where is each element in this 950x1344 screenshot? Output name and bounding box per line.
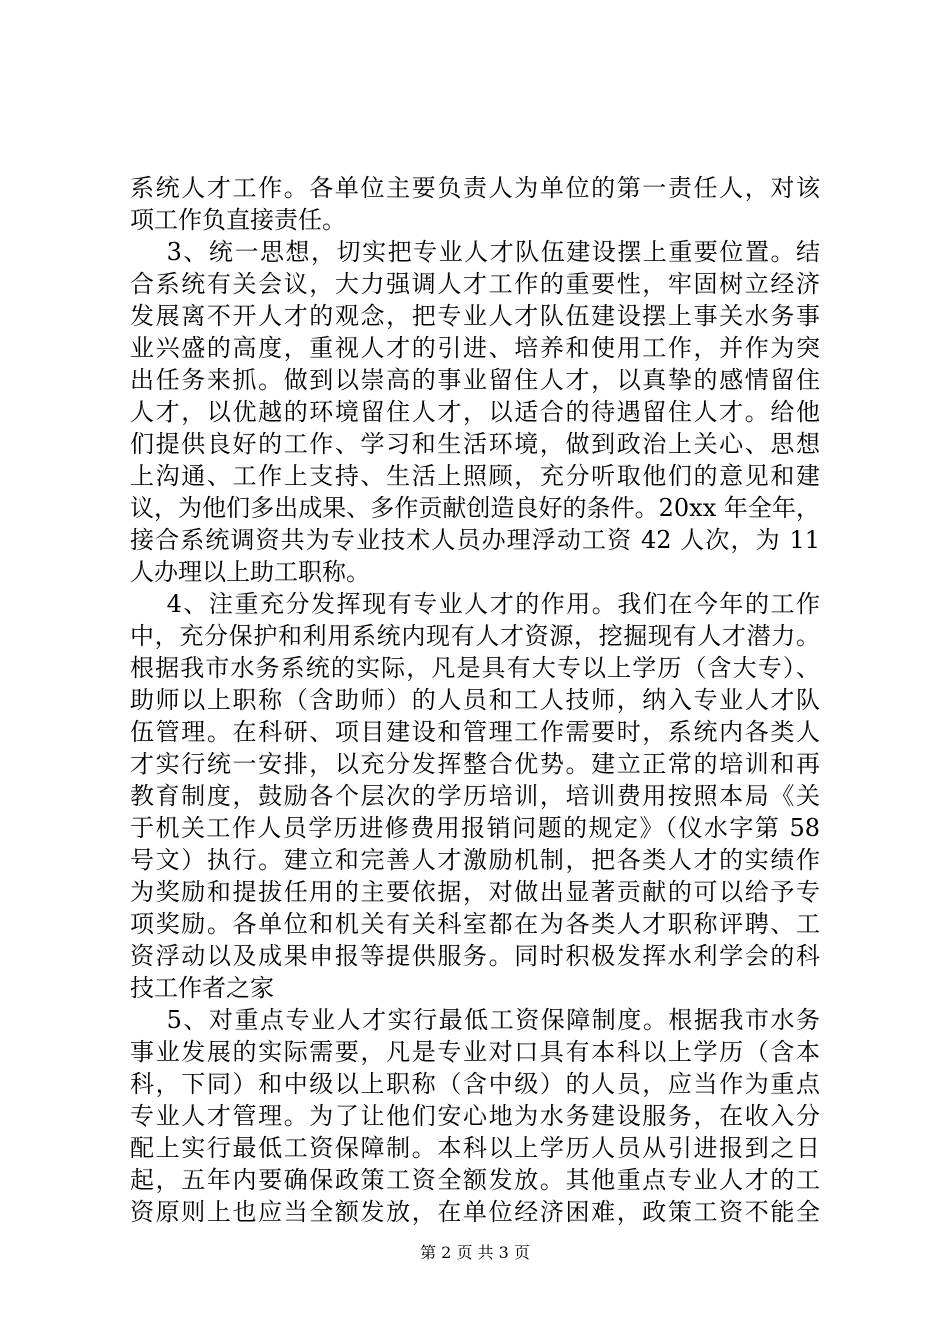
text-line: 起，五年内要确保政策工资全额发放。其他重点专业人才的工 bbox=[130, 1166, 820, 1194]
text-line: 系统人才工作。各单位主要负责人为单位的第一责任人，对该 bbox=[130, 174, 820, 202]
text-line: 专业人才管理。为了让他们安心地为水务建设服务，在收入分 bbox=[130, 1102, 820, 1130]
text-line: 助师以上职称（含助师）的人员和工人技师，纳入专业人才队 bbox=[130, 686, 820, 714]
text-line: 资浮动以及成果申报等提供服务。同时积极发挥水利学会的科 bbox=[130, 942, 820, 970]
text-line: 合系统有关会议，大力强调人才工作的重要性，牢固树立经济 bbox=[130, 270, 820, 298]
text-line: 人办理以上助工职称。 bbox=[130, 558, 370, 586]
text-line: 资原则上也应当全额发放，在单位经济困难，政策工资不能全 bbox=[130, 1198, 820, 1226]
text-line: 教育制度，鼓励各个层次的学历培训，培训费用按照本局《关 bbox=[130, 782, 820, 810]
page-number-label: 第 2 页 共 3 页 bbox=[420, 1243, 530, 1262]
document-body bbox=[130, 172, 820, 1228]
text-line: 项奖励。各单位和机关有关科室都在为各类人才职称评聘、工 bbox=[130, 910, 820, 938]
text-line: 中，充分保护和利用系统内现有人才资源，挖掘现有人才潜力。 bbox=[130, 622, 820, 650]
text-line: 为奖励和提拔任用的主要依据，对做出显著贡献的可以给予专 bbox=[130, 878, 820, 906]
text-line: 事业发展的实际需要，凡是专业对口具有本科以上学历（含本 bbox=[130, 1038, 820, 1066]
page-footer bbox=[0, 1243, 950, 1263]
text-line: 发展离不开人才的观念，把专业人才队伍建设摆上事关水务事 bbox=[130, 302, 820, 330]
text-line: 科，下同）和中级以上职称（含中级）的人员，应当作为重点 bbox=[130, 1070, 820, 1098]
text-line: 4、注重充分发挥现有专业人才的作用。我们在今年的工作 bbox=[130, 590, 820, 618]
text-line: 配上实行最低工资保障制。本科以上学历人员从引进报到之日 bbox=[130, 1134, 820, 1162]
text-line: 技工作者之家 bbox=[130, 974, 274, 1002]
text-line: 业兴盛的高度，重视人才的引进、培养和使用工作，并作为突 bbox=[130, 334, 820, 362]
text-line: 接合系统调资共为专业技术人员办理浮动工资 42 人次，为 11 bbox=[130, 526, 820, 554]
text-line: 们提供良好的工作、学习和生活环境，做到政治上关心、思想 bbox=[130, 430, 820, 458]
text-line: 人才，以优越的环境留住人才，以适合的待遇留住人才。给他 bbox=[130, 398, 820, 426]
text-line: 根据我市水务系统的实际，凡是具有大专以上学历（含大专）、 bbox=[130, 654, 820, 682]
text-line: 才实行统一安排，以充分发挥整合优势。建立正常的培训和再 bbox=[130, 750, 820, 778]
text-line: 伍管理。在科研、项目建设和管理工作需要时，系统内各类人 bbox=[130, 718, 820, 746]
text-line: 3、统一思想，切实把专业人才队伍建设摆上重要位置。结 bbox=[130, 238, 820, 266]
text-line: 项工作负直接责任。 bbox=[130, 206, 346, 234]
text-line: 号文）执行。建立和完善人才激励机制，把各类人才的实绩作 bbox=[130, 846, 820, 874]
text-line: 议，为他们多出成果、多作贡献创造良好的条件。20xx 年全年， bbox=[130, 494, 820, 522]
text-line: 出任务来抓。做到以崇高的事业留住人才，以真挚的感情留住 bbox=[130, 366, 820, 394]
text-line: 5、对重点专业人才实行最低工资保障制度。根据我市水务 bbox=[130, 1006, 820, 1034]
text-line: 上沟通、工作上支持、生活上照顾，充分听取他们的意见和建 bbox=[130, 462, 820, 490]
text-line: 于机关工作人员学历进修费用报销问题的规定》（仪水字第 58 bbox=[130, 814, 820, 842]
